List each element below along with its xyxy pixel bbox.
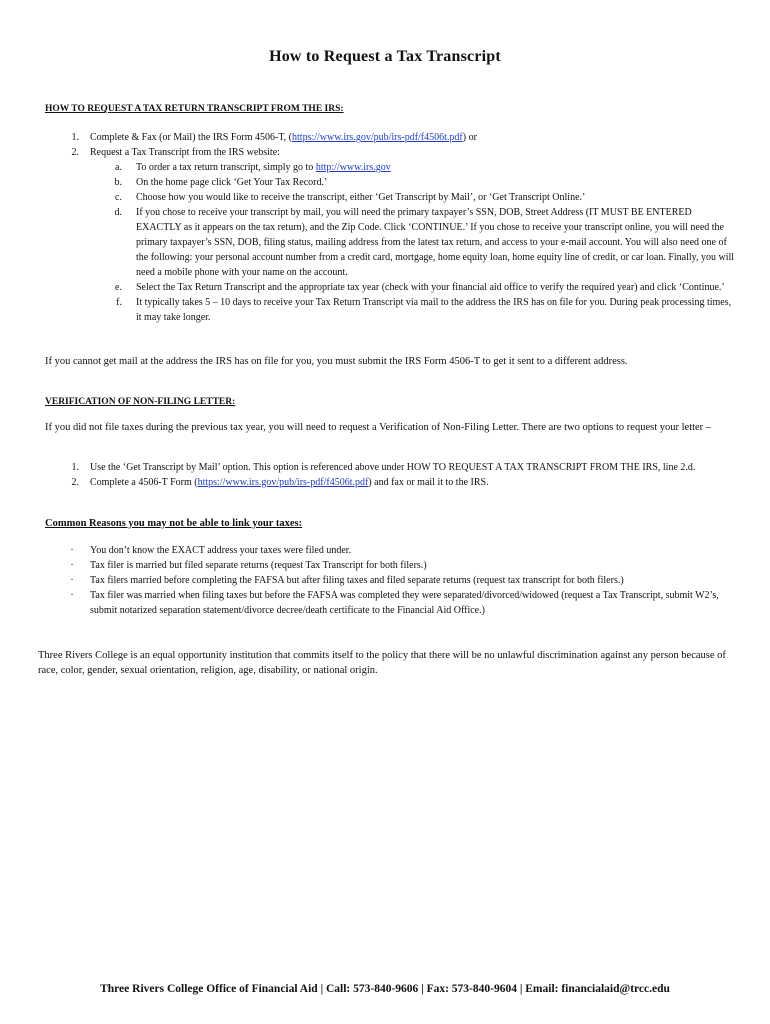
list-item-text: On the home page click ‘Get Your Tax Record.’ [136,177,328,188]
list-item [45,130,735,145]
list-item [45,145,735,160]
list-item [45,543,735,558]
list-item [45,205,735,280]
list-item-text: Select the Tax Return Transcript and the appropriate tax year (check with your financial aid office to verify the required year) and click ‘Continue.’ [136,282,725,293]
list-item [45,295,735,325]
list-item [45,460,735,475]
bullet-marker: · [70,590,74,601]
list-item-text: Request a Tax Transcript from the IRS website: [90,147,280,158]
list-marker: a. [115,162,122,173]
list-marker: d. [114,207,122,218]
page-title: How to Request a Tax Transcript [269,48,501,65]
list-item-text: Tax filer was married when filing taxes but before the FAFSA was completed they were separated/divorced/widowed (request a Tax Transcript, submit W2’s, submit notarized separation statement/divorce decree/death certificate to the Financial Aid Office.) [90,590,719,616]
list-item [45,588,735,618]
list-item-text: Tax filers married before completing the FAFSA but after filing taxes and filed separate returns (request tax transcript for both filers.) [90,575,624,586]
list-item-text: It typically takes 5 – 10 days to receive your Tax Return Transcript via mail to the address the IRS has on file for you. During peak processing times, it may take longer. [136,297,732,323]
list-item-text: Complete a 4506-T Form (https://www.irs.gov/pub/irs-pdf/f4506t.pdf) and fax or mail it to the IRS. [90,477,489,488]
list-marker: 1. [71,132,79,143]
bullet-marker: · [70,545,74,556]
irs-website-substeps [45,160,735,325]
list-marker: 2. [71,477,79,488]
non-filing-options-list [45,460,735,490]
list-item [45,190,735,205]
list-item-text: Complete & Fax (or Mail) the IRS Form 4506-T, (https://www.irs.gov/pub/irs-pdf/f4506t.pdf) or [90,132,477,143]
list-item [45,558,735,573]
list-item-text: Tax filer is married but filed separate returns (request Tax Transcript for both filers.) [90,560,427,571]
list-item [45,280,735,295]
list-item-text: Choose how you would like to receive the transcript, either ‘Get Transcript by Mail’, or ‘Get Transcript Online.’ [136,192,586,203]
section-heading-common-reasons: Common Reasons you may not be able to link your taxes: [45,518,303,529]
list-marker: f. [116,297,122,308]
list-item-text: If you chose to receive your transcript by mail, you will need the primary taxpayer’s SSN, DOB, Street Address (IT MUST BE ENTERED EXACTLY as it appears on the tax return), and the Zip Code. Click ‘CONTINUE.’ If you chose to receive your transcript online, you will need the primary taxpayer’s SSN, DOB, filing status, mailing address from the latest tax return, and access to your e-mail account. You will also need one of the following: your personal account number from a credit card, mortgage, home equity loan, home equity line of credit, or car loan. Finally, you will need a mobile phone with your name on the account. [136,207,735,278]
list-marker: e. [115,282,122,293]
form-4506t-link[interactable]: https://www.irs.gov/pub/irs-pdf/f4506t.pdf [197,477,369,488]
list-item [45,573,735,588]
section-heading-non-filing: VERIFICATION OF NON-FILING LETTER: [45,397,236,407]
list-item [45,160,735,175]
bullet-marker: · [70,560,74,571]
list-item [45,475,735,490]
non-filing-intro: If you did not file taxes during the previous tax year, you will need to request a Verification of Non-Filing Letter. There are two options to request your letter – [45,422,712,433]
list-item [45,175,735,190]
list-marker: 2. [71,147,79,158]
form-4506t-link[interactable]: https://www.irs.gov/pub/irs-pdf/f4506t.pdf [292,132,463,143]
list-marker: 1. [71,462,79,473]
list-item-text: To order a tax return transcript, simply go to http://www.irs.gov [136,162,391,173]
contact-footer: Three Rivers College Office of Financial Aid | Call: 573-840-9606 | Fax: 573-840-9604 | Email: financialaid@trcc.edu [100,983,670,995]
irs-steps-list [45,130,735,160]
section-heading-irs-transcript: HOW TO REQUEST A TAX RETURN TRANSCRIPT FROM THE IRS: [45,104,344,114]
list-item-text: You don’t know the EXACT address your taxes were filed under. [90,545,352,556]
list-marker: c. [115,192,122,203]
common-reasons-list [45,543,735,618]
irs-website-link[interactable]: http://www.irs.gov [315,162,391,173]
equal-opportunity-statement: Three Rivers College is an equal opportunity institution that commits itself to the policy that there will be no unlawful discrimination against any person because of race, color, gender, sexual orientation, religion, age, disability, or national origin. [38,650,726,676]
different-address-note: If you cannot get mail at the address the IRS has on file for you, you must submit the IRS Form 4506-T to get it sent to a different address. [45,356,628,367]
list-marker: b. [114,177,122,188]
list-item-text: Use the ‘Get Transcript by Mail’ option. This option is referenced above under HOW TO REQUEST A TAX TRANSCRIPT FROM THE IRS, line 2.d. [90,462,696,473]
bullet-marker: · [70,575,74,586]
